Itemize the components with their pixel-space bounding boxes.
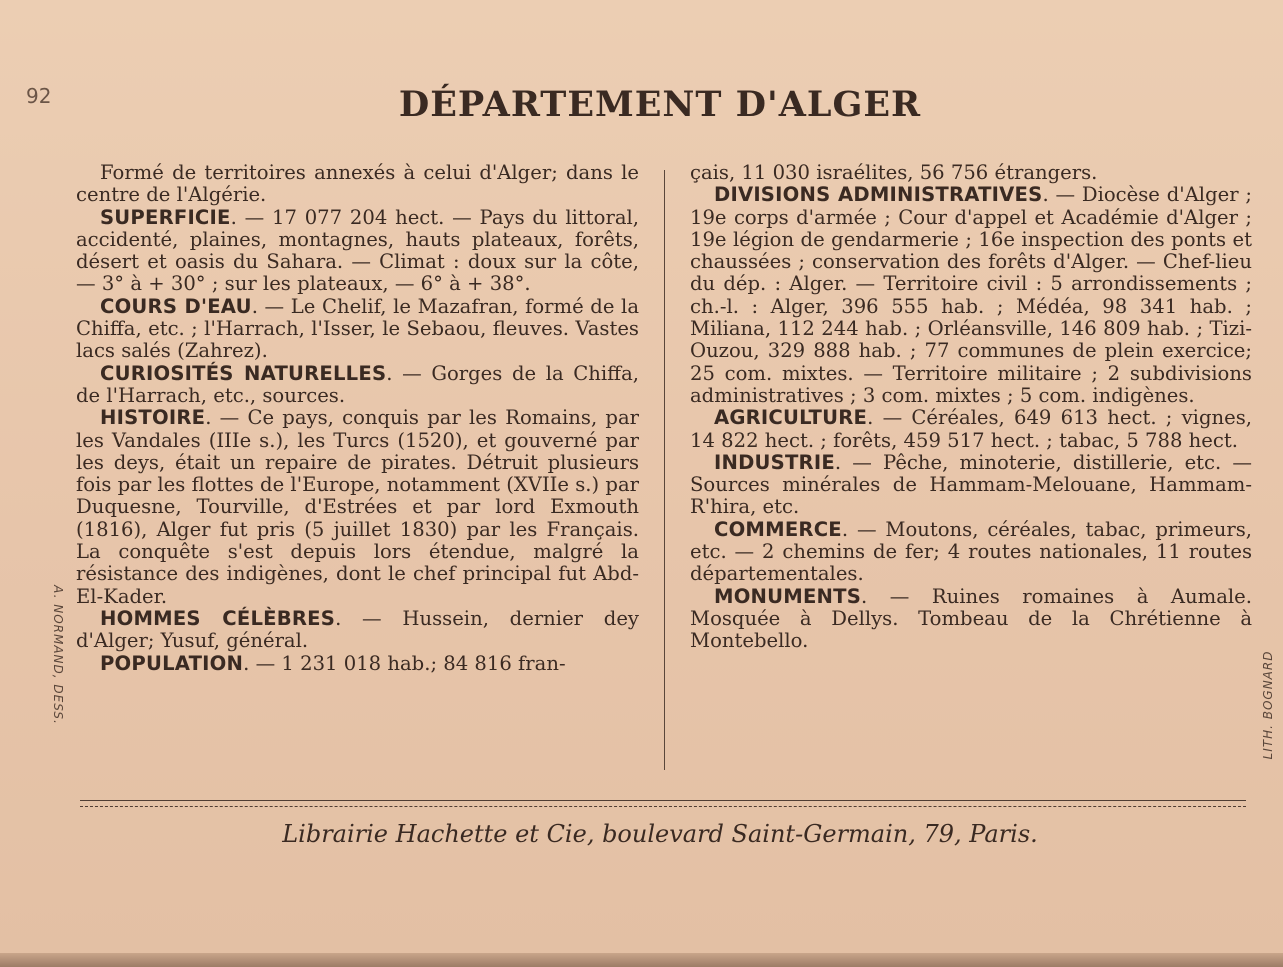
divisions-paragraph [690,184,1252,407]
agriculture-heading: AGRICULTURE [714,406,868,430]
monuments-heading: MONUMENTS [714,584,862,608]
cours-deau-heading: COURS D'EAU [100,294,252,318]
histoire-text: . — Ce pays, conquis par les Romains, par les Vandales (IIIe s.), les Turcs (1520), et gouverné par les deys, était un repaire de pirates. Détruit plusieurs fois par les flottes de l'Europe, notamment (XVIIe s.) par Duquesne, Tourville, d'Estrées et par lord Exmouth (1816), Alger fut pris (5 juillet 1830) par les Français. La conquête s'est depuis lors étendue, malgré la résistance des indigènes, dont le chef principal fut Abd-El-Kader. [76,406,639,608]
intro-text: Formé de territoires annexés à celui d'Alger; dans le centre de l'Algérie. [76,161,639,207]
superficie-heading: SUPERFICIE [100,205,231,229]
commerce-paragraph [690,519,1252,586]
right-column [690,162,1252,653]
industrie-text: . — Pêche, minoterie, distillerie, etc. — Sources minérales de Hammam-Melouane, Hammam-R'hira, etc. [690,450,1252,519]
page-number: 92 [26,84,52,108]
curiosites-paragraph [76,363,639,408]
population-text: . — 1 231 018 hab.; 84 816 fran- [243,651,566,675]
publisher-imprint: Librairie Hachette et Cie, boulevard Saint-Germain, 79, Paris. [282,820,1038,848]
cours-deau-paragraph [76,296,639,363]
commerce-heading: COMMERCE [714,517,842,541]
industrie-heading: INDUSTRIE [714,450,835,474]
agriculture-text: . — Céréales, 649 613 hect. ; vignes, 14 822 hect. ; forêts, 459 517 hect. ; tabac, 5 788 hect. [690,406,1252,452]
page-title: DÉPARTEMENT D'ALGER [398,84,922,125]
left-column [76,162,639,675]
population-continued [690,162,1252,184]
monuments-paragraph [690,586,1252,653]
hommes-celebres-text: . — Hussein, dernier dey d'Alger; Yusuf, général. [76,606,639,653]
lithographer-credit: LITH. BOGNARD [1261,650,1275,760]
agriculture-paragraph [690,407,1252,452]
curiosites-text: . — Gorges de la Chiffa, de l'Harrach, etc., sources. [76,361,639,407]
column-divider [664,170,665,770]
histoire-heading: HISTOIRE [100,406,206,430]
cours-deau-text: . — Le Chelif, le Mazafran, formé de la Chiffa, etc. ; l'Harrach, l'Isser, le Sebaou, fleuves. Vastes lacs salés (Zahrez). [76,294,639,363]
population-continued-text: çais, 11 030 israélites, 56 756 étrangers. [690,161,1098,184]
industrie-paragraph [690,452,1252,519]
population-paragraph [76,653,639,675]
footer-rule-solid [80,800,1246,801]
histoire-paragraph [76,407,639,608]
curiosites-heading: CURIOSITÉS NATURELLES [100,361,387,385]
intro-paragraph [76,162,639,207]
superficie-text: . — 17 077 204 hect. — Pays du littoral, accidenté, plaines, montagnes, hauts plateaux, forêts, désert et oasis du Sahara. — Climat : doux sur la côte, — 3° à + 30° ; sur les plateaux, — 6° à + 38°. [76,205,639,296]
superficie-paragraph [76,207,639,296]
commerce-text: . — Moutons, céréales, tabac, primeurs, etc. — 2 chemins de fer; 4 routes nationales, 11 routes départementales. [690,517,1252,586]
hommes-celebres-heading: HOMMES CÉLÈBRES [100,606,336,630]
divisions-text: . — Diocèse d'Alger ; 19e corps d'armée ; Cour d'appel et Académie d'Alger ; 19e légion de gendarmerie ; 16e inspection des ponts et chaussées ; conservation des forêts d'Alger. — Chef-lieu du dép. : Alger. — Territoire civil : 5 arrondissements ; ch.-l. : Alger, 396 555 hab. ; Médéa, 98 341 hab. ; Miliana, 112 244 hab. ; Orléansville, 146 809 hab. ; Tizi-Ouzou, 329 888 hab. ; 77 communes de plein exercice; 25 com. mixtes. — Territoire militaire ; 2 subdivisions administratives ; 3 com. mixtes ; 5 com. indigènes. [690,183,1253,407]
page-bottom-edge [0,953,1283,967]
engraver-credit: A. NORMAND, DESS. [51,585,65,725]
divisions-heading: DIVISIONS ADMINISTRATIVES [714,183,1043,207]
monuments-text: . — Ruines romaines à Aumale. Mosquée à Dellys. Tombeau de la Chrétienne à Montebello. [690,584,1252,653]
population-heading: POPULATION [100,651,244,675]
footer-rule-dashed [80,806,1246,807]
hommes-celebres-paragraph [76,608,639,653]
